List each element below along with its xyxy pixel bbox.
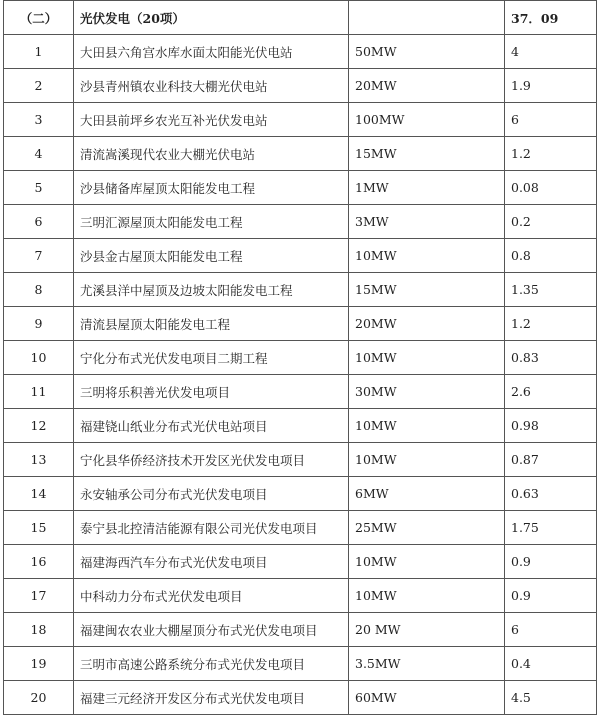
table-row: [4, 443, 597, 477]
project-capacity: 3.5MW: [349, 647, 505, 681]
row-number: 15: [4, 511, 74, 545]
project-value: 4.5: [505, 681, 597, 715]
row-number: 17: [4, 579, 74, 613]
project-capacity: 10MW: [349, 409, 505, 443]
project-value: 0.2: [505, 205, 597, 239]
table-row: [4, 69, 597, 103]
project-name: 宁化分布式光伏发电项目二期工程: [74, 341, 349, 375]
row-number: 20: [4, 681, 74, 715]
project-value: 2.6: [505, 375, 597, 409]
project-capacity: 1MW: [349, 171, 505, 205]
table-row: [4, 273, 597, 307]
project-capacity: 10MW: [349, 239, 505, 273]
project-capacity: 50MW: [349, 35, 505, 69]
project-name: 大田县前坪乡农光互补光伏发电站: [74, 103, 349, 137]
row-number: 8: [4, 273, 74, 307]
row-number: 19: [4, 647, 74, 681]
table-row: [4, 681, 597, 715]
table-row: [4, 171, 597, 205]
project-value: 0.83: [505, 341, 597, 375]
project-value: 0.4: [505, 647, 597, 681]
project-name: 沙县金古屋顶太阳能发电工程: [74, 239, 349, 273]
section-title: 光伏发电（20项）: [74, 1, 349, 35]
row-number: 13: [4, 443, 74, 477]
table-body: [4, 1, 597, 715]
project-value: 1.9: [505, 69, 597, 103]
project-value: 0.9: [505, 579, 597, 613]
project-name: 宁化县华侨经济技术开发区光伏发电项目: [74, 443, 349, 477]
row-number: 2: [4, 69, 74, 103]
project-name: 中科动力分布式光伏发电项目: [74, 579, 349, 613]
project-capacity: 20 MW: [349, 613, 505, 647]
project-name: 福建海西汽车分布式光伏发电项目: [74, 545, 349, 579]
table-row: [4, 511, 597, 545]
project-capacity: 30MW: [349, 375, 505, 409]
project-value: 0.87: [505, 443, 597, 477]
table-row: [4, 341, 597, 375]
project-name: 三明市高速公路系统分布式光伏发电项目: [74, 647, 349, 681]
project-table: [3, 0, 597, 715]
row-number: 7: [4, 239, 74, 273]
table-row: [4, 613, 597, 647]
section-capacity: [349, 1, 505, 35]
project-value: 0.08: [505, 171, 597, 205]
project-name: 大田县六角宫水库水面太阳能光伏电站: [74, 35, 349, 69]
project-name: 三明汇源屋顶太阳能发电工程: [74, 205, 349, 239]
section-total: 37．09: [505, 1, 597, 35]
row-number: 10: [4, 341, 74, 375]
table-row: [4, 409, 597, 443]
project-value: 0.8: [505, 239, 597, 273]
project-value: 6: [505, 103, 597, 137]
project-capacity: 15MW: [349, 137, 505, 171]
table-row: [4, 307, 597, 341]
project-name: 福建铙山纸业分布式光伏电站项目: [74, 409, 349, 443]
project-capacity: 100MW: [349, 103, 505, 137]
row-number: 11: [4, 375, 74, 409]
project-name: 清流嵩溪现代农业大棚光伏电站: [74, 137, 349, 171]
project-capacity: 15MW: [349, 273, 505, 307]
project-value: 1.75: [505, 511, 597, 545]
project-value: 1.35: [505, 273, 597, 307]
project-name: 三明将乐积善光伏发电项目: [74, 375, 349, 409]
project-capacity: 60MW: [349, 681, 505, 715]
table-row: [4, 375, 597, 409]
row-number: 9: [4, 307, 74, 341]
project-capacity: 10MW: [349, 545, 505, 579]
project-capacity: 6MW: [349, 477, 505, 511]
row-number: 14: [4, 477, 74, 511]
row-number: 6: [4, 205, 74, 239]
project-value: 0.98: [505, 409, 597, 443]
row-number: 5: [4, 171, 74, 205]
table-row: [4, 137, 597, 171]
table-row: [4, 239, 597, 273]
project-value: 4: [505, 35, 597, 69]
project-capacity: 25MW: [349, 511, 505, 545]
project-value: 0.63: [505, 477, 597, 511]
row-number: 4: [4, 137, 74, 171]
project-capacity: 10MW: [349, 443, 505, 477]
section-index: （二）: [4, 1, 74, 35]
project-value: 1.2: [505, 137, 597, 171]
project-name: 清流县屋顶太阳能发电工程: [74, 307, 349, 341]
table-row: [4, 35, 597, 69]
table-row: [4, 579, 597, 613]
project-value: 0.9: [505, 545, 597, 579]
project-value: 1.2: [505, 307, 597, 341]
project-capacity: 20MW: [349, 307, 505, 341]
project-name: 福建闽农农业大棚屋顶分布式光伏发电项目: [74, 613, 349, 647]
row-number: 3: [4, 103, 74, 137]
project-name: 沙县青州镇农业科技大棚光伏电站: [74, 69, 349, 103]
table-row: [4, 545, 597, 579]
project-name: 永安轴承公司分布式光伏发电项目: [74, 477, 349, 511]
table-row: [4, 205, 597, 239]
project-capacity: 3MW: [349, 205, 505, 239]
row-number: 18: [4, 613, 74, 647]
section-header-row: [4, 1, 597, 35]
project-name: 尤溪县洋中屋顶及边坡太阳能发电工程: [74, 273, 349, 307]
table-row: [4, 477, 597, 511]
project-name: 沙县储备库屋顶太阳能发电工程: [74, 171, 349, 205]
project-capacity: 10MW: [349, 341, 505, 375]
row-number: 1: [4, 35, 74, 69]
table-row: [4, 103, 597, 137]
project-capacity: 10MW: [349, 579, 505, 613]
project-name: 福建三元经济开发区分布式光伏发电项目: [74, 681, 349, 715]
row-number: 16: [4, 545, 74, 579]
project-capacity: 20MW: [349, 69, 505, 103]
project-name: 泰宁县北控清洁能源有限公司光伏发电项目: [74, 511, 349, 545]
project-value: 6: [505, 613, 597, 647]
row-number: 12: [4, 409, 74, 443]
table-row: [4, 647, 597, 681]
